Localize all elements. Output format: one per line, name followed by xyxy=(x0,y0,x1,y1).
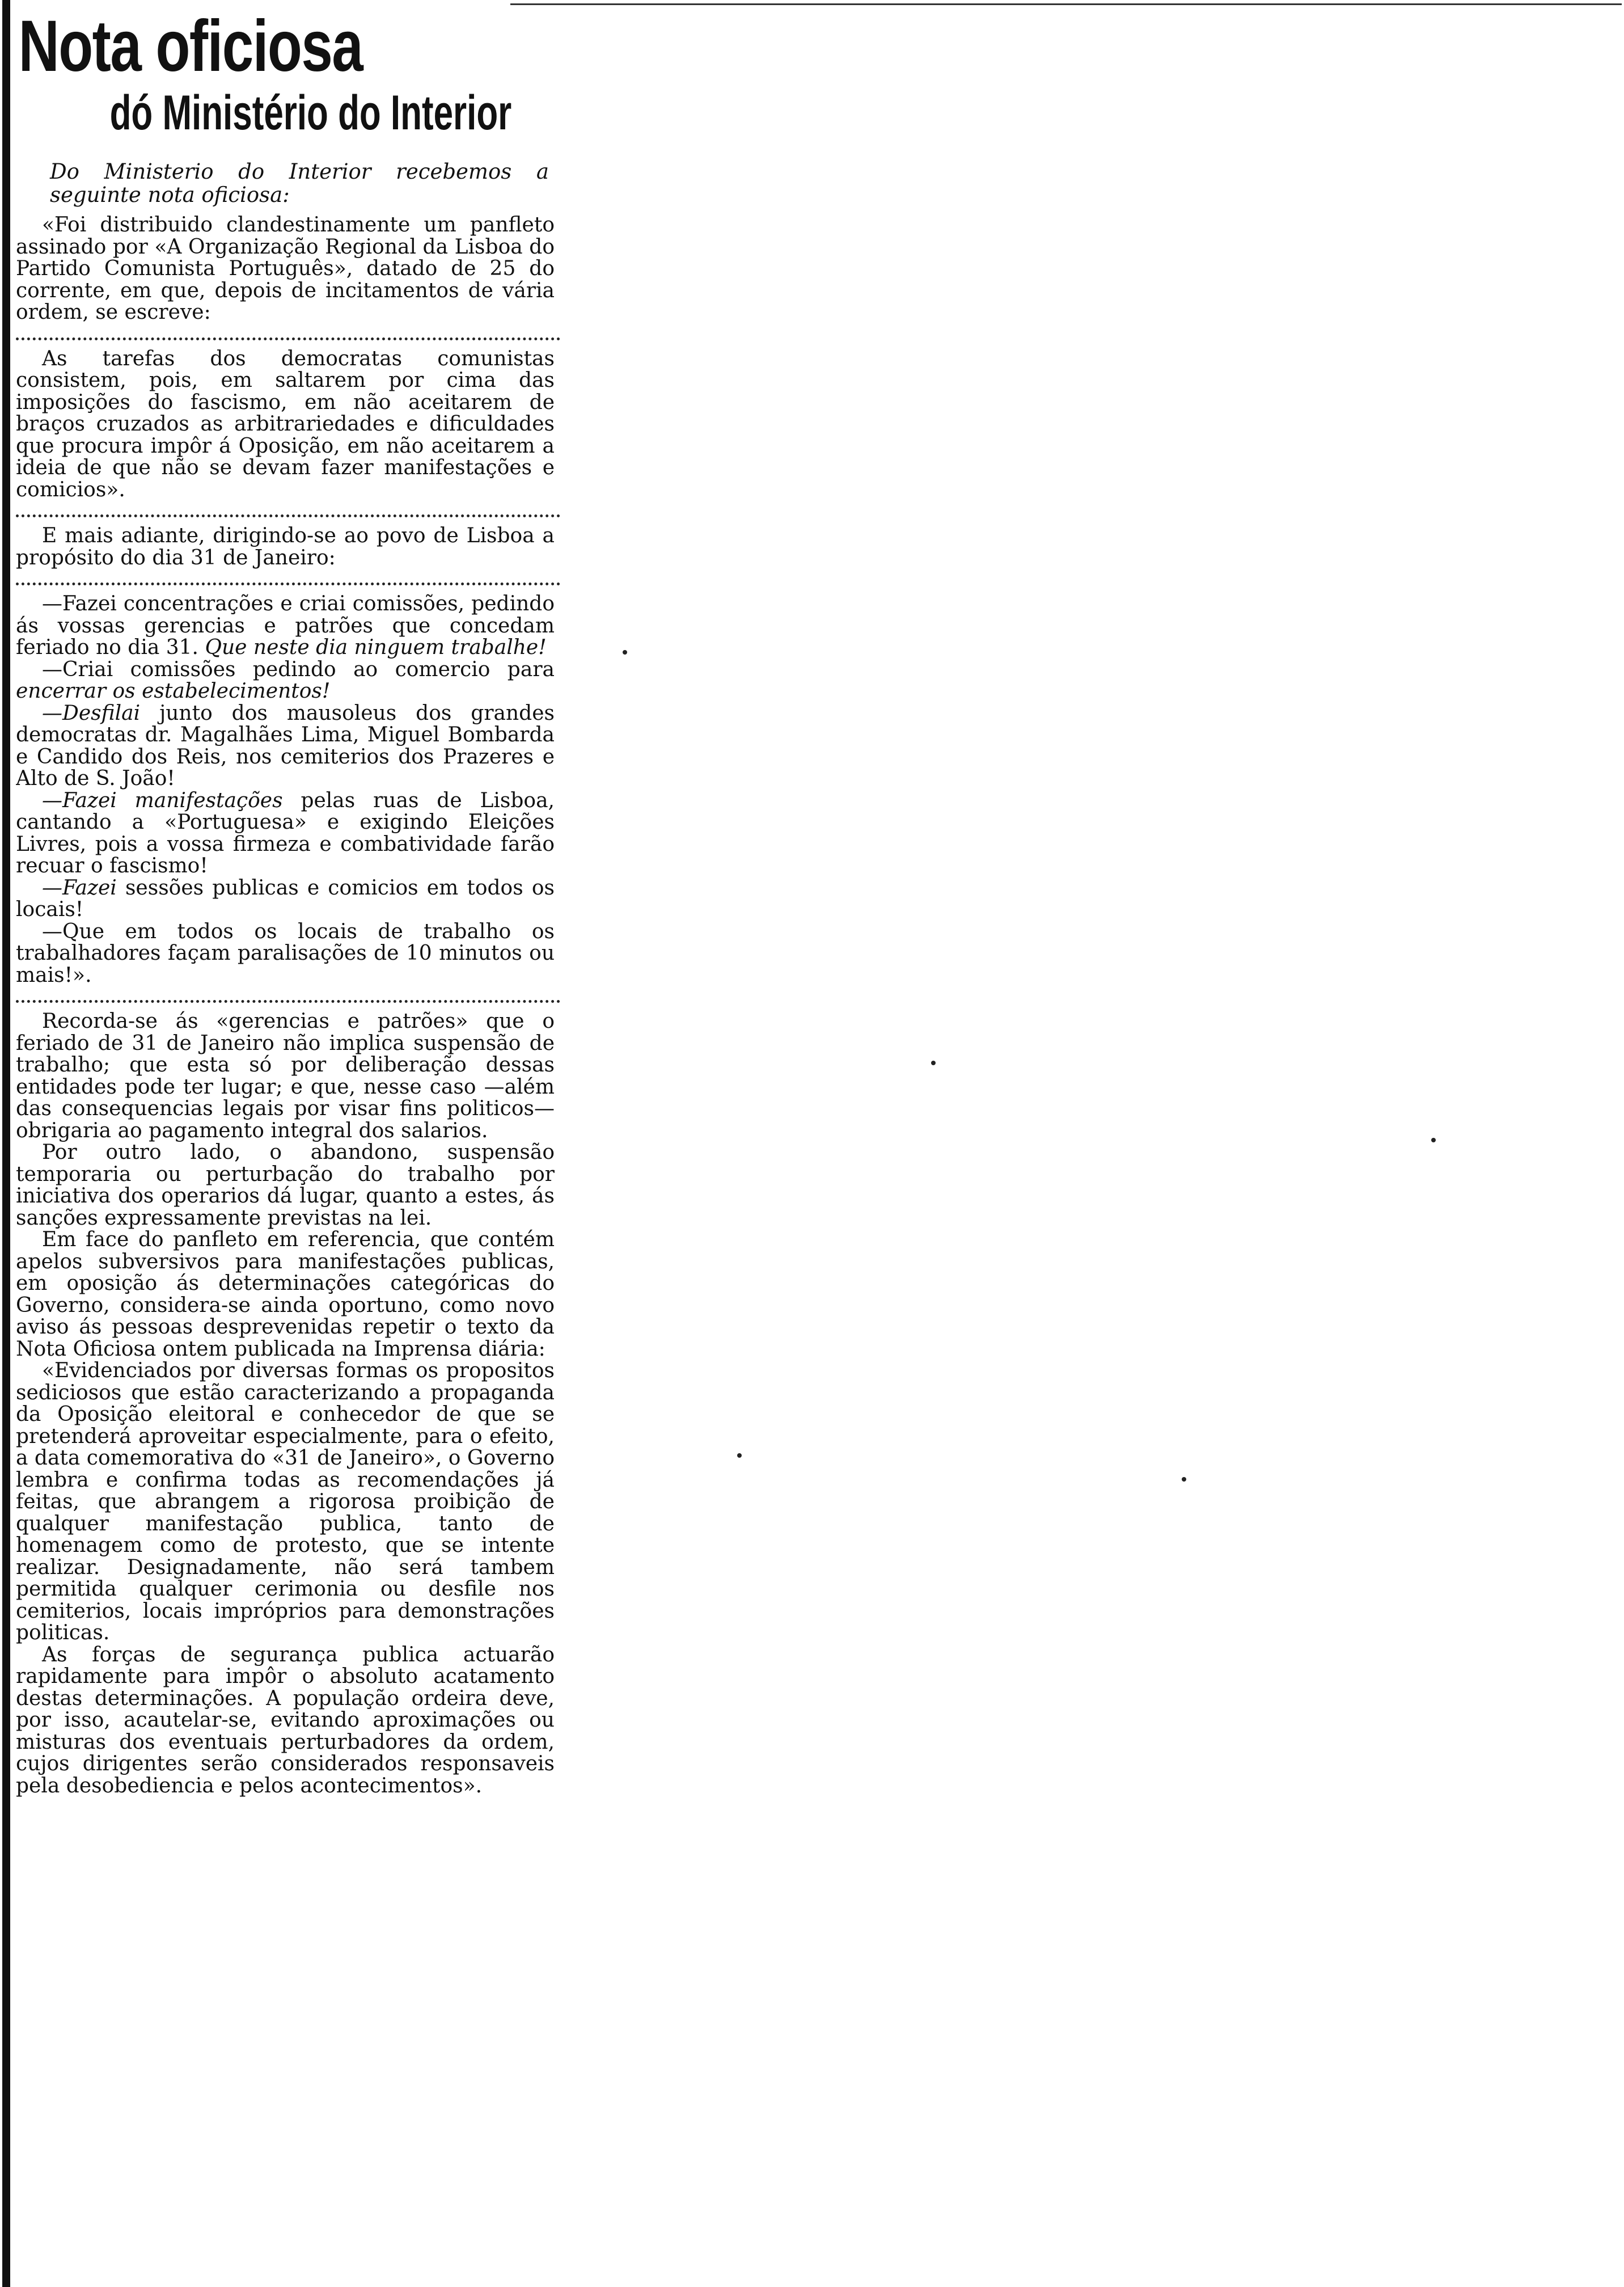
call-parade: —Desfilai junto dos mausoleus dos grandes democratas dr. Magalhães Lima, Miguel Bombarda e Candido dos Reis, nos cemiterios dos Prazeres e Alto de S. João! xyxy=(16,701,555,790)
top-rule xyxy=(510,3,1622,5)
call-demonstrations: —Fazei manifestações pelas ruas de Lisboa, cantando a «Portuguesa» e exigindo Eleições Livres, pois a vossa firmeza e combatividade farão recuar o fascismo! xyxy=(16,788,555,877)
paragraph-previous-note: «Evidenciados por diversas formas os propositos sediciosos que estão caracterizando a propaganda da Oposição eleitoral e conhecedor de que se pretenderá aproveitar especialmente, para o efeito, a data comemorativa do «31 de Janeiro», o Governo lembra e confirma todas as recomendações já feitas, que abrangem a rigorosa proibição de qualquer manifestação publica, tanto de homenagem como de protesto, que se intente realizar. Designadamente, não será tambem permitida qualquer cerimonia ou desfile nos cemiterios, locais impróprios para demonstrações politicas. xyxy=(16,1359,555,1644)
paragraph-quote-tasks: As tarefas dos democratas comunistas consistem, pois, em saltarem por cima das imposições do fascismo, em não aceitarem de braços cruzados as arbitrariedades e dificuldades que procura impôr á Oposição, em não aceitarem a ideia de que não se devam fazer manifestações e comicios». xyxy=(16,347,555,501)
subheadline: dó Ministério do Interior xyxy=(109,86,512,140)
dotted-separator xyxy=(16,997,560,1003)
call-sessions: —Fazei sessões publicas e comicios em todos os locais! xyxy=(16,876,555,921)
scan-border xyxy=(2,0,10,2287)
call-concentrations: —Fazei concentrações e criai comissões, pedindo ás vossas gerencias e patrões que concedam feriado no dia 31. Que neste dia ninguem trabalhe! xyxy=(16,592,555,659)
call-strikes: —Que em todos os locais de trabalho os trabalhadores façam paralisações de 10 minutos ou mais!». xyxy=(16,919,555,987)
paragraph-pamphlet: «Foi distribuido clandestinamente um panfleto assinado por «A Organização Regional da Lisboa do Partido Comunista Português», datado de 25 do corrente, em que, depois de incitamentos de vária ordem, se escreve: xyxy=(16,213,555,324)
paragraph-sanctions: Por outro lado, o abandono, suspensão temporaria ou perturbação do trabalho por iniciativa dos operarios dá lugar, quanto a estes, ás sanções expressamente previstas na lei. xyxy=(16,1141,555,1230)
dotted-separator xyxy=(16,511,560,517)
dotted-separator xyxy=(16,334,560,340)
news-clipping xyxy=(16,0,560,2042)
intro-paragraph: Do Ministerio do Interior recebemos a seguinte nota oficiosa: xyxy=(50,159,549,207)
headline: Nota oficiosa xyxy=(18,6,363,87)
call-commissions: —Criai comissões pedindo ao comercio para encerrar os estabelecimentos! xyxy=(16,657,555,703)
paragraph-security-forces: As forças de segurança publica actuarão rapidamente para impôr o absoluto acatamento destas determinações. A população ordeira deve, por isso, acautelar-se, evitando aproximações ou misturas dos eventuais perturbadores da ordem, cujos dirigentes serão considerados responsaveis pela desobediencia e pelos acontecimentos». xyxy=(16,1643,555,1797)
paragraph-reminder: Recorda-se ás «gerencias e patrões» que o feriado de 31 de Janeiro não implica suspensão de trabalho; que esta só por deliberação dessas entidades pode ter lugar; e que, nesse caso —além das consequencias legais por visar fins politicos—obrigaria ao pagamento integral dos salarios. xyxy=(16,1010,555,1142)
paragraph-repeat: Em face do panfleto em referencia, que contém apelos subversivos para manifestações publicas, em oposição ás determinações categóricas do Governo, considera-se ainda oportuno, como novo aviso ás pessoas desprevenidas repetir o texto da Nota Oficiosa ontem publicada na Imprensa diária: xyxy=(16,1228,555,1361)
paragraph-further: E mais adiante, dirigindo-se ao povo de Lisboa a propósito do dia 31 de Janeiro: xyxy=(16,524,555,569)
dotted-separator xyxy=(16,579,560,585)
